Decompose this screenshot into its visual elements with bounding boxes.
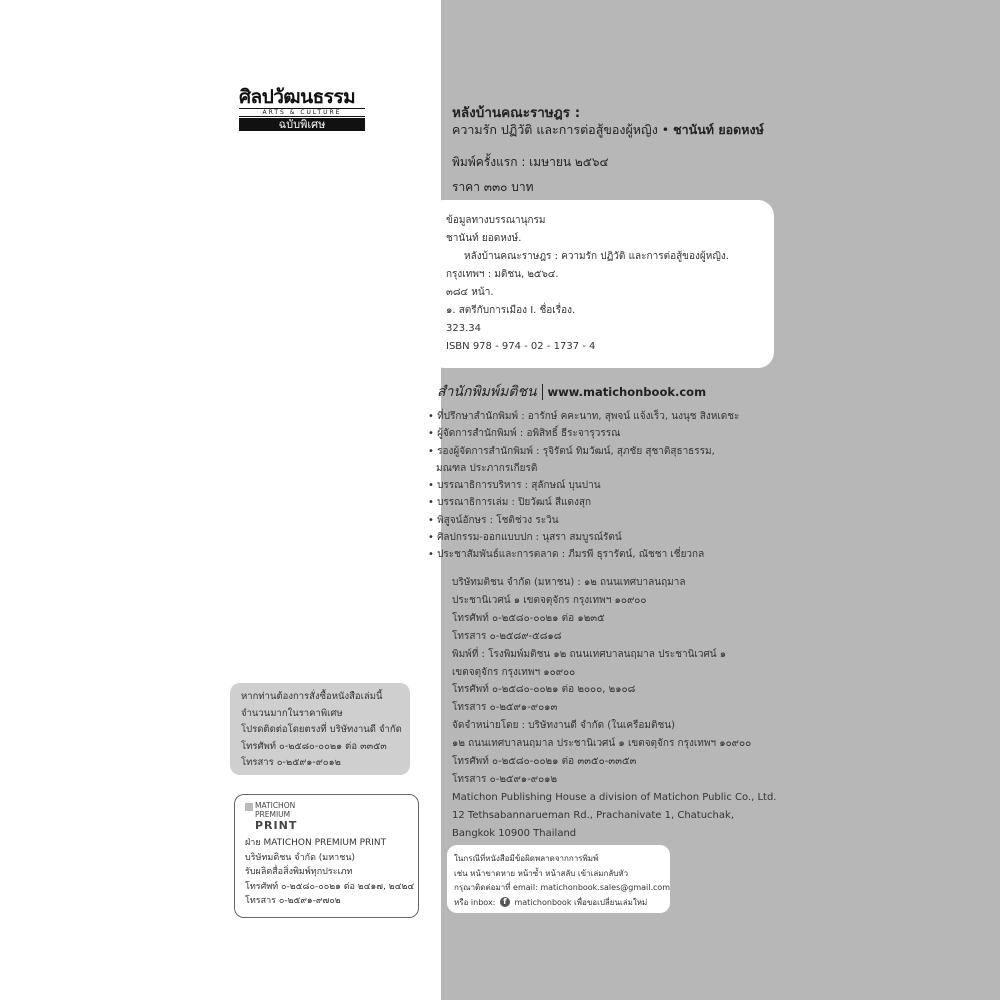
staff-line: • ศิลปกรรม-ออกแบบปก : นุสรา สมบูรณ์รัตน์: [428, 532, 622, 544]
catalog-data-box: [428, 200, 774, 368]
staff-line: • บรรณาธิการเล่ม : ปิยวัฒน์ สีแดงสุก: [428, 497, 592, 509]
company-line: จัดจำหน่ายโดย : บริษัทงานดี จำกัด (ในเครือมติชน): [452, 720, 676, 732]
company-line: โทรศัพท์ ๐-๒๕๘๐-๐๐๒๑ ต่อ ๑๒๓๕: [452, 612, 605, 624]
print-logo-line: MATICHON: [255, 801, 296, 810]
errata-line: กรุณาติดต่อมาที่ email: matichonbook.sales@gmail.com: [454, 883, 671, 892]
company-line: บริษัทมติชน จำกัด (มหาชน) : ๑๒ ถนนเทศบาลนฤมาล: [452, 577, 686, 588]
company-line: พิมพ์ที่ : โรงพิมพ์มติชน ๑๒ ถนนเทศบาลนฤมาล ประชานิเวศน์ ๑: [452, 648, 727, 660]
company-line: โทรสาร ๐-๒๕๙๑-๙๐๑๓: [452, 702, 558, 714]
print-line: รับผลิตสื่อสิ่งพิมพ์ทุกประเภท: [245, 867, 353, 877]
errata-inbox-suffix: matichonbook เพื่อขอเปลี่ยนเล่มใหม่: [514, 897, 648, 907]
print-line: บริษัทมติชน จำกัด (มหาชน): [245, 852, 355, 863]
logo-special-text: ฉบับพิเศษ: [239, 118, 365, 131]
catalog-line: ข้อมูลทางบรรณานุกรม: [446, 215, 546, 226]
print-logo-line: PRINT: [255, 819, 298, 832]
publisher-website: www.matichonbook.com: [547, 385, 707, 399]
book-subtitle-line: [452, 120, 764, 140]
errata-box: [447, 845, 670, 913]
catalog-line: กรุงเทพฯ : มติชน, ๒๕๖๔.: [446, 269, 559, 280]
logo-main-text: ศิลปวัฒนธรรม: [239, 86, 356, 108]
logo-sub-text: ARTS & CULTURE: [239, 108, 365, 117]
staff-line: • ผู้จัดการสำนักพิมพ์ : อพิสิทธิ์ ธีระจารุวรรณ: [428, 428, 621, 440]
staff-line: • พิสูจน์อักษร : โชติช่วง ระวิน: [428, 514, 559, 526]
company-line: 12 Tethsabannarueman Rd., Prachanivate 1, Chatuchak,: [452, 809, 734, 821]
order-line: หากท่านต้องการสั่งซื้อหนังสือเล่มนี้: [241, 691, 383, 702]
catalog-line: ISBN 978 - 974 - 02 - 1737 - 4: [446, 341, 596, 352]
staff-line: • บรรณาธิการบริหาร : สุลักษณ์ บุนปาน: [428, 480, 601, 492]
catalog-line: ชานันท์ ยอดหงษ์.: [446, 233, 522, 244]
catalog-line: หลังบ้านคณะราษฎร : ความรัก ปฏิวัติ และการต่อสู้ของผู้หญิง.: [464, 251, 729, 262]
staff-line: มณฑล ประภากรเกียรติ: [436, 462, 538, 474]
company-line: เขตจตุจักร กรุงเทพฯ ๑๐๙๐๐: [452, 666, 576, 678]
print-line: โทรศัพท์ ๐-๒๕๘๐-๐๐๒๑ ต่อ ๒๔๑๗, ๒๔๒๔: [245, 881, 415, 892]
logo-square-icon: [245, 803, 253, 811]
book-subtitle: ความรัก ปฏิวัติ และการต่อสู้ของผู้หญิง: [452, 122, 658, 137]
bulk-order-box: [230, 683, 410, 775]
staff-line: • รองผู้จัดการสำนักพิมพ์ : รุจิรัตน์ ทิมวัฒน์, สุภชัย สุชาติสุธาธรรม,: [428, 445, 715, 457]
staff-line: • ที่ปรึกษาสำนักพิมพ์ : อารักษ์ คคะนาท, สุพจน์ แจ้งเร็ว, นงนุช สิงหเดชะ: [428, 411, 740, 422]
matichon-publisher-logo: [437, 381, 706, 403]
errata-line: ในกรณีที่หนังสือมีข้อผิดพลาดจากการพิมพ์: [454, 854, 599, 863]
company-line: Matichon Publishing House a division of Matichon Public Co., Ltd.: [452, 791, 777, 803]
errata-inbox-prefix: หรือ inbox:: [454, 897, 496, 907]
catalog-line: ๑. สตรีกับการเมือง I. ชื่อเรื่อง.: [446, 305, 576, 316]
premium-print-box: [234, 794, 419, 918]
silpa-wattanatham-logo: [239, 87, 365, 131]
divider: [542, 384, 543, 400]
catalog-line: 323.34: [446, 323, 481, 334]
staff-list: [428, 408, 739, 564]
errata-line: เช่น หน้าขาดหาย หน้าซ้ำ หน้าสลับ เข้าเล่มกลับหัว: [454, 868, 629, 878]
order-line: โทรศัพท์ ๐-๒๕๘๐-๐๐๒๑ ต่อ ๓๓๕๓: [241, 740, 387, 752]
book-price: ราคา ๓๓๐ บาท: [452, 180, 534, 194]
company-line: ประชานิเวศน์ ๑ เขตจตุจักร กรุงเทพฯ ๑๐๙๐๐: [452, 594, 647, 606]
publisher-script-name: สำนักพิมพ์มติชน: [437, 384, 537, 400]
company-info: [452, 574, 776, 843]
order-line: โปรดติดต่อโดยตรงที่ บริษัทงานดี จำกัด: [241, 724, 402, 735]
print-line: โทรสาร ๐-๒๕๙๑-๙๗๐๒: [245, 896, 341, 906]
company-line: โทรศัพท์ ๐-๒๕๘๐-๐๐๒๑ ต่อ ๒๐๐๐, ๒๑๐๘: [452, 684, 636, 696]
book-title: หลังบ้านคณะราษฎร :: [452, 105, 581, 121]
catalog-line: ๓๘๔ หน้า.: [446, 287, 494, 298]
bullet-separator: •: [661, 122, 670, 137]
facebook-icon: f: [500, 897, 510, 907]
company-line: โทรสาร ๐-๒๕๙๑-๙๐๑๒: [452, 773, 558, 785]
company-line: โทรสาร ๐-๒๕๘๙-๕๘๑๘: [452, 630, 562, 642]
book-author: ชานันท์ ยอดหงษ์: [673, 122, 764, 137]
errata-line: [454, 896, 670, 911]
order-line: โทรสาร ๐-๒๕๙๑-๙๐๑๒: [241, 757, 341, 768]
first-print-date: พิมพ์ครั้งแรก : เมษายน ๒๕๖๔: [452, 155, 609, 169]
premium-print-logo: [245, 801, 418, 832]
company-line: Bangkok 10900 Thailand: [452, 827, 577, 839]
print-logo-line: PREMIUM: [255, 810, 291, 819]
staff-line: • ประชาสัมพันธ์และการตลาด : ภีมรพี ธุรารัตน์, ณัชชา เชี่ยวกล: [428, 549, 705, 561]
company-line: โทรศัพท์ ๐-๒๕๘๐-๐๐๒๑ ต่อ ๓๓๕๐-๓๓๕๓: [452, 756, 637, 768]
order-line: จำนวนมากในราคาพิเศษ: [241, 707, 343, 719]
company-line: ๑๒ ถนนเทศบาลนฤมาล ประชานิเวศน์ ๑ เขตจตุจักร กรุงเทพฯ ๑๐๙๐๐: [452, 738, 752, 750]
print-line: ฝ่าย MATICHON PREMIUM PRINT: [245, 838, 387, 848]
